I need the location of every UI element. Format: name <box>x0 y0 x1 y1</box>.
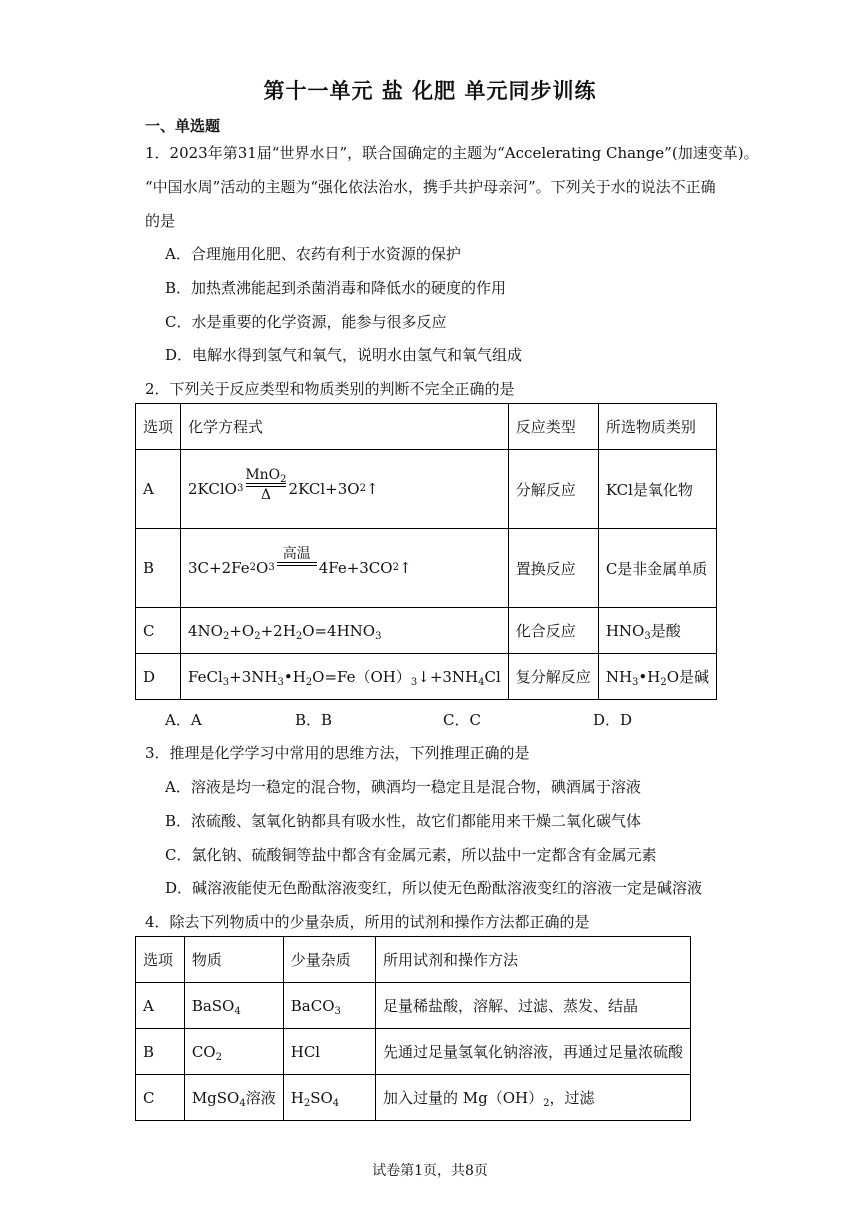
eq-sub: 4 <box>332 1097 340 1109</box>
cell-text: HCl <box>290 1042 321 1061</box>
eq-sub: 2 <box>280 474 287 485</box>
option-cell: A <box>136 450 181 529</box>
cell-text: SO <box>310 1088 333 1107</box>
eq-text: O=4HNO <box>302 621 376 640</box>
eq-text: 4Fe+3CO <box>318 559 393 577</box>
eq-text: ↓+3NH <box>417 668 479 686</box>
q3-stem: 3．推理是化学学习中常用的思维方法，下列推理正确的是 <box>145 744 530 762</box>
q2-choice-d: D．D <box>593 711 633 729</box>
method-cell <box>375 1075 690 1121</box>
table-header-row <box>136 404 717 450</box>
table-row <box>136 654 717 700</box>
cat-text: HNO <box>605 622 645 640</box>
equation-cell: 3C+2Fe 2 O 3 高温 4Fe+3CO 2 ↑ <box>181 529 509 608</box>
eq-text: 4NO <box>188 621 223 640</box>
q4-stem: 4．除去下列物质中的少量杂质，所用的试剂和操作方法都正确的是 <box>145 913 590 931</box>
substance-cell <box>184 1075 283 1121</box>
page-title: 第十一单元 盐 化肥 单元同步训练 <box>263 78 597 103</box>
eq-sub: 2 <box>305 677 313 688</box>
eq-text: 2KClO <box>188 480 237 498</box>
cell-text: ，过滤 <box>549 1089 595 1107</box>
q2-choice-c: C．C <box>443 711 481 729</box>
table-row <box>136 1029 691 1075</box>
cell-text: 加入过量的 Mg（OH） <box>382 1089 544 1107</box>
cell-text: BaSO <box>191 996 235 1015</box>
reaction-condition <box>245 467 286 503</box>
method-cell: 足量稀盐酸，溶解、过滤、蒸发、结晶 <box>375 983 690 1029</box>
type-cell: 复分解反应 <box>508 654 598 700</box>
cat-text: NH <box>605 668 633 686</box>
eq-sub: 2 <box>303 1097 311 1109</box>
q4-table <box>135 936 691 1121</box>
option-cell: D <box>136 654 181 700</box>
table-row <box>136 450 717 529</box>
header-cell: 选项 <box>136 404 181 450</box>
eq-sub: 3 <box>334 1005 341 1017</box>
eq-sub: 2 <box>295 630 303 642</box>
header-cell: 选项 <box>136 937 185 983</box>
q3-option-a: A．溶液是均一稳定的混合物，碘酒均一稳定且是混合物，碘酒属于溶液 <box>165 778 641 796</box>
table-row <box>136 983 691 1029</box>
q1-stem-line1: 1．2023年第31届“世界水日”，联合国确定的主题为“Accelerating Change”(加速变革)。 <box>145 144 759 162</box>
impurity-cell <box>283 1029 375 1075</box>
q1-stem-line2: “中国水周”活动的主题为“强化依法治水，携手共护母亲河”。下列关于水的说法不正确 <box>145 178 716 196</box>
option-cell: B <box>136 1029 185 1075</box>
q2-choice-a: A．A <box>165 711 202 729</box>
cond-above: MnO <box>245 467 281 483</box>
eq-text: +O <box>229 621 255 640</box>
eq-sub: 3 <box>410 677 418 688</box>
type-cell: 化合反应 <box>508 608 598 654</box>
cell-text: BaCO <box>290 996 335 1015</box>
cat-text: 是酸 <box>650 622 681 640</box>
category-cell: C是非金属单质 <box>598 529 716 608</box>
q1-stem-line3: 的是 <box>145 212 176 230</box>
cat-text: O是碱 <box>666 668 710 686</box>
eq-sub: 3 <box>632 677 639 688</box>
eq-text: +2H <box>260 621 296 640</box>
cat-text: •H <box>638 668 661 686</box>
eq-text: +3NH <box>229 668 278 686</box>
option-cell: C <box>136 1075 185 1121</box>
header-cell: 所选物质类别 <box>598 404 716 450</box>
q2-table <box>135 403 717 700</box>
table-row <box>136 608 717 654</box>
gas-arrow: ↑ <box>365 480 379 498</box>
category-cell <box>598 608 716 654</box>
cell-text: MgSO <box>191 1089 240 1107</box>
page-footer: 试卷第1页，共8页 <box>372 1163 488 1179</box>
eq-sub: 3 <box>644 631 651 642</box>
equation-cell <box>181 608 509 654</box>
header-cell: 物质 <box>184 937 283 983</box>
table-row <box>136 529 717 608</box>
q1-option-c: C．水是重要的化学资源，能参与很多反应 <box>165 313 447 331</box>
q1-option-b: B．加热煮沸能起到杀菌消毒和降低水的硬度的作用 <box>165 279 507 297</box>
option-cell: C <box>136 608 181 654</box>
eq-text: O <box>256 559 269 577</box>
impurity-cell <box>283 1075 375 1121</box>
eq-text: Cl <box>484 668 501 686</box>
eq-sub: 3 <box>222 677 230 688</box>
eq-sub: 4 <box>239 1098 246 1109</box>
equation-cell <box>181 654 509 700</box>
category-cell: KCl是氧化物 <box>598 450 716 529</box>
q2-choice-b: B．B <box>295 711 333 729</box>
equation-cell: 2KClO 3 MnO$_2$ Δ 2KCl+3O 2 ↑ <box>181 450 509 529</box>
method-cell: 先通过足量氢氧化钠溶液，再通过足量浓硫酸 <box>375 1029 690 1075</box>
q2-stem: 2．下列关于反应类型和物质类别的判断不完全正确的是 <box>145 380 515 398</box>
header-cell: 化学方程式 <box>181 404 509 450</box>
eq-sub: 2 <box>254 630 261 642</box>
table-header-row <box>136 937 691 983</box>
q3-option-d: D．碱溶液能使无色酚酞溶液变红，所以使无色酚酞溶液变红的溶液一定是碱溶液 <box>165 879 703 897</box>
eq-sub: 2 <box>215 1051 222 1063</box>
option-cell: B <box>136 529 181 608</box>
header-cell: 少量杂质 <box>283 937 375 983</box>
header-cell: 所用试剂和操作方法 <box>375 937 690 983</box>
table-row <box>136 1075 691 1121</box>
eq-sub: 3 <box>375 630 382 642</box>
category-cell <box>598 654 716 700</box>
substance-cell <box>184 1029 283 1075</box>
gas-arrow: ↑ <box>398 559 412 577</box>
eq-sub: 2 <box>660 677 667 688</box>
eq-text: FeCl <box>188 668 223 686</box>
cell-text: H <box>290 1088 304 1107</box>
reaction-condition <box>277 546 317 582</box>
q1-option-d: D．电解水得到氢气和氧气，说明水由氢气和氧气组成 <box>165 346 523 364</box>
eq-text: 3C+2Fe <box>188 559 250 577</box>
cond-above: 高温 <box>282 546 311 562</box>
type-cell: 置换反应 <box>508 529 598 608</box>
eq-sub: 4 <box>478 677 485 688</box>
q1-option-a: A．合理施用化肥、农药有利于水资源的保护 <box>165 245 461 263</box>
eq-text: 2KCl+3O <box>288 480 360 498</box>
eq-text: •H <box>283 668 306 686</box>
eq-sub: 4 <box>234 1005 241 1017</box>
type-cell: 分解反应 <box>508 450 598 529</box>
cond-below: Δ <box>260 487 271 503</box>
q3-option-c: C．氯化钠、硫酸铜等盐中都含有金属元素，所以盐中一定都含有金属元素 <box>165 846 657 864</box>
q3-option-b: B．浓硫酸、氢氧化钠都具有吸水性，故它们都能用来干燥二氧化碳气体 <box>165 812 642 830</box>
eq-text: O=Fe（OH） <box>312 668 411 686</box>
eq-sub: 2 <box>222 630 230 642</box>
cell-text: 溶液 <box>245 1089 276 1107</box>
cell-text: CO <box>191 1042 216 1061</box>
substance-cell <box>184 983 283 1029</box>
eq-sub: 2 <box>543 1098 550 1109</box>
impurity-cell <box>283 983 375 1029</box>
section-heading: 一、单选题 <box>145 117 221 135</box>
eq-sub: 3 <box>277 677 284 688</box>
header-cell: 反应类型 <box>508 404 598 450</box>
option-cell: A <box>136 983 185 1029</box>
